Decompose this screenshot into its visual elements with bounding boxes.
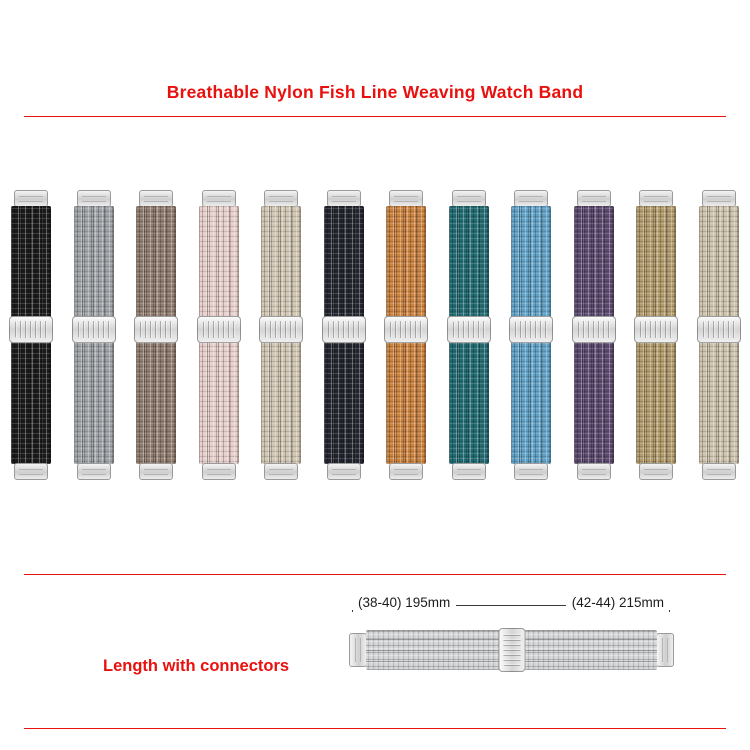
metal-keeper (9, 316, 53, 343)
divider-bottom (24, 728, 726, 729)
connector-lug-bottom (577, 463, 611, 480)
connector-lug-bottom (702, 463, 736, 480)
connector-lug-bottom (389, 463, 423, 480)
band-strip (133, 190, 179, 480)
divider-middle (24, 574, 726, 575)
connector-lug-top (514, 190, 548, 207)
connector-lug-top (327, 190, 361, 207)
band-strip (71, 190, 117, 480)
metal-keeper (572, 316, 616, 343)
keeper-ribs (515, 321, 547, 338)
band-strip (571, 190, 617, 480)
keeper-ribs (453, 321, 485, 338)
connector-lug-right (656, 633, 674, 667)
metal-keeper (259, 316, 303, 343)
band-strip (383, 190, 429, 480)
metal-keeper (384, 316, 428, 343)
metal-keeper (197, 316, 241, 343)
page-title: Breathable Nylon Fish Line Weaving Watch Band (166, 82, 584, 102)
length-label: Length with connectors (103, 657, 290, 675)
connector-lug-bottom (639, 463, 673, 480)
band-strip (508, 190, 554, 480)
connector-lug-top (577, 190, 611, 207)
keeper-ribs (203, 321, 235, 338)
connector-lug-top (702, 190, 736, 207)
keeper-ribs (390, 321, 422, 338)
keeper-ribs (265, 321, 297, 338)
band-strip (633, 190, 679, 480)
metal-keeper (322, 316, 366, 343)
connector-lug-top (14, 190, 48, 207)
band-strip (258, 190, 304, 480)
connector-lug-bottom (514, 463, 548, 480)
connector-lug-top (639, 190, 673, 207)
connector-lug-bottom (14, 463, 48, 480)
keeper-ribs (578, 321, 610, 338)
band-strip (8, 190, 54, 480)
keeper-ribs (140, 321, 172, 338)
dimension-38-40: (38-40) 195mm (352, 595, 456, 610)
connector-lug-bottom (139, 463, 173, 480)
connector-lug-top (139, 190, 173, 207)
metal-keeper (509, 316, 553, 343)
length-dimensions (352, 595, 670, 613)
metal-keeper (498, 628, 525, 672)
band-strip (321, 190, 367, 480)
band-strip (446, 190, 492, 480)
metal-keeper (72, 316, 116, 343)
metal-keeper (634, 316, 678, 343)
connector-lug-bottom (327, 463, 361, 480)
connector-lug-top (77, 190, 111, 207)
connector-lug-top (264, 190, 298, 207)
connector-lug-bottom (202, 463, 236, 480)
keeper-ribs (503, 634, 520, 666)
keeper-ribs (15, 321, 47, 338)
divider-top (24, 116, 726, 117)
keeper-ribs (78, 321, 110, 338)
metal-keeper (697, 316, 741, 343)
sample-band-horizontal (349, 627, 674, 673)
connector-lug-top (452, 190, 486, 207)
connector-lug-bottom (77, 463, 111, 480)
keeper-ribs (640, 321, 672, 338)
band-color-row (8, 190, 742, 480)
connector-lug-bottom (452, 463, 486, 480)
connector-lug-top (389, 190, 423, 207)
metal-keeper (134, 316, 178, 343)
connector-lug-left (349, 633, 367, 667)
metal-keeper (447, 316, 491, 343)
keeper-ribs (703, 321, 735, 338)
keeper-ribs (328, 321, 360, 338)
band-strip (196, 190, 242, 480)
connector-lug-top (202, 190, 236, 207)
band-strip (696, 190, 742, 480)
connector-lug-bottom (264, 463, 298, 480)
dimension-42-44: (42-44) 215mm (566, 595, 670, 610)
